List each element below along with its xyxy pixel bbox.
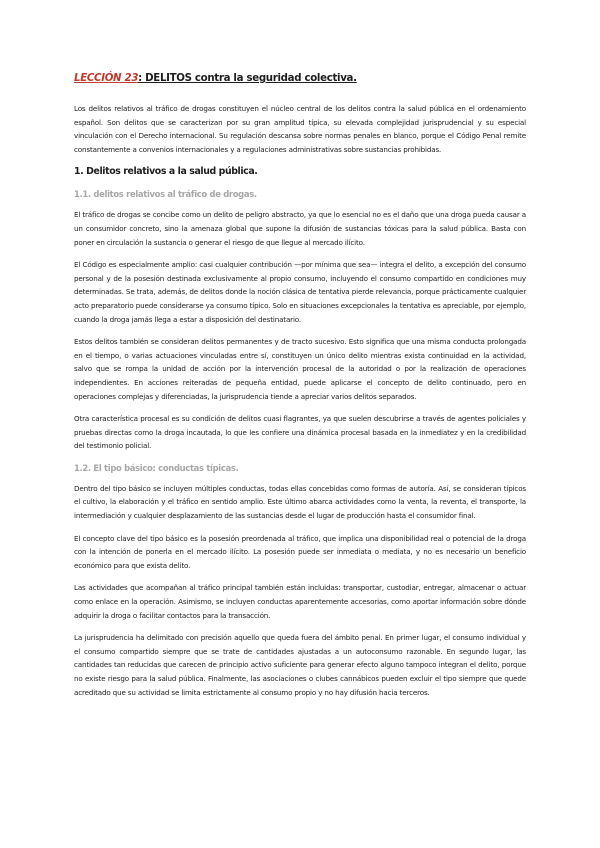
subsection-heading-1-2: 1.2. El tipo básico: conductas típicas. bbox=[74, 462, 239, 473]
paragraph-1-1-a: El tráfico de drogas se concibe como un delito de peligro abstracto, ya que lo esencial no es el daño que una droga pueda causar a un consumidor concreto, sino la amenaza global que supone la difusión de sustancias tóxicas para la salud pública. Basta con poner en circulación la sustancia o generar el riesgo de que llegue al mercado ilícito. bbox=[74, 210, 526, 247]
intro-paragraph: Los delitos relativos al tráfico de drogas constituyen el núcleo central de los delitos contra la salud pública en el ordenamiento español. Son delitos que se caracterizan por su gran amplitud típica, su elevada complejidad jurisprudencial y su especial vinculación con el Derecho internacional. Su regulación descansa sobre normas penales en blanco, porque el Código Penal remite constantemente a convenios internacionales y a regulaciones administrativas sobre sustancias prohibidas. bbox=[74, 104, 526, 154]
paragraph-1-2-c: Las actividades que acompañan al tráfico principal también están incluidas: transportar, custodiar, entregar, almacenar o actuar como enlace en la operación. Asimismo, se incluyen conductas aparentemente accesorias, como aportar información sobre dónde adquirir la droga o facilitar contactos para la transacción. bbox=[74, 583, 526, 620]
lesson-number: LECCIÓN 23 bbox=[74, 73, 139, 84]
paragraph-1-1-c: Estos delitos también se consideran delitos permanentes y de tracto sucesivo. Esto significa que una misma conducta prolongada en el tiempo, o varias actuaciones vinculadas entre sí, constituyen un único delito mientras exista continuidad en la actividad, salvo que se rompa la unidad de acción por la intervención procesal de la autoridad o por la realización de operaciones independientes. En acciones reiteradas de pequeña entidad, puede aplicarse el concepto de delito continuado, pero en operaciones complejas y diferenciadas, la jurisprudencia tiende a apreciar varios delitos separados. bbox=[74, 337, 526, 401]
paragraph-1-2-d: La jurisprudencia ha delimitado con precisión aquello que queda fuera del ámbito penal. En primer lugar, el consumo individual y el consumo compartido siempre que se trate de cantidades ajustadas a un autoconsumo razonable. En segundo lugar, las cantidades tan reducidas que carecen de principio activo suficiente para generar efecto alguno tampoco integran el delito, porque no existe riesgo para la salud pública. Finalmente, las asociaciones o clubes cannábicos pueden excluir el tipo siempre que quede acreditado que su actividad se limita estrictamente al consumo propio y no hay difusión hacia terceros. bbox=[74, 633, 526, 697]
paragraph-1-1-d: Otra característica procesal es su condición de delitos cuasi flagrantes, ya que suelen descubrirse a través de agentes policiales y pruebas directas como la droga incautada, lo que les confiere una dinámica procesal basada en la inmediatez y en la credibilidad del testimonio policial. bbox=[74, 414, 526, 451]
paragraph-1-1-b: El Código es especialmente amplio: casi cualquier contribución —por mínima que sea— integra el delito, a excepción del consumo personal y de la posesión destinada exclusivamente al propio consumo, incluyendo el consumo compartido en condiciones muy determinadas. Se trata, además, de delitos donde la noción clásica de tentativa pierde relevancia, porque prácticamente cualquier acto preparatorio puede considerarse ya consumo típico. Solo en situaciones excepcionales la tentativa es apreciable, por ejemplo, cuando la droga jamás llega a estar a disposición del destinatario. bbox=[74, 260, 526, 324]
paragraph-1-2-a: Dentro del tipo básico se incluyen múltiples conductas, todas ellas concebidas como formas de autoría. Así, se consideran típicos el cultivo, la elaboración y el tráfico en sentido amplio. Este último abarca actividades como la venta, la reventa, el transporte, la intermediación y cualquier desplazamiento de las sustancias desde el lugar de producción hasta el consumidor final. bbox=[74, 483, 526, 521]
section-heading: 1. Delitos relativos a la salud pública. bbox=[74, 166, 258, 178]
paragraph-1-2-b: El concepto clave del tipo básico es la posesión preordenada al tráfico, que implica una disponibilidad real o potencial de la droga con la intención de ponerla en el mercado ilícito. La posesión puede ser inmediata o mediata, y no es necesario un beneficio económico para que exista delito. bbox=[74, 533, 526, 570]
lesson-title-text: : DELITOS contra la seguridad colectiva. bbox=[138, 73, 357, 84]
subsection-heading-1-1: 1.1. delitos relativos al tráfico de drogas. bbox=[74, 189, 257, 200]
lesson-title bbox=[74, 72, 526, 86]
